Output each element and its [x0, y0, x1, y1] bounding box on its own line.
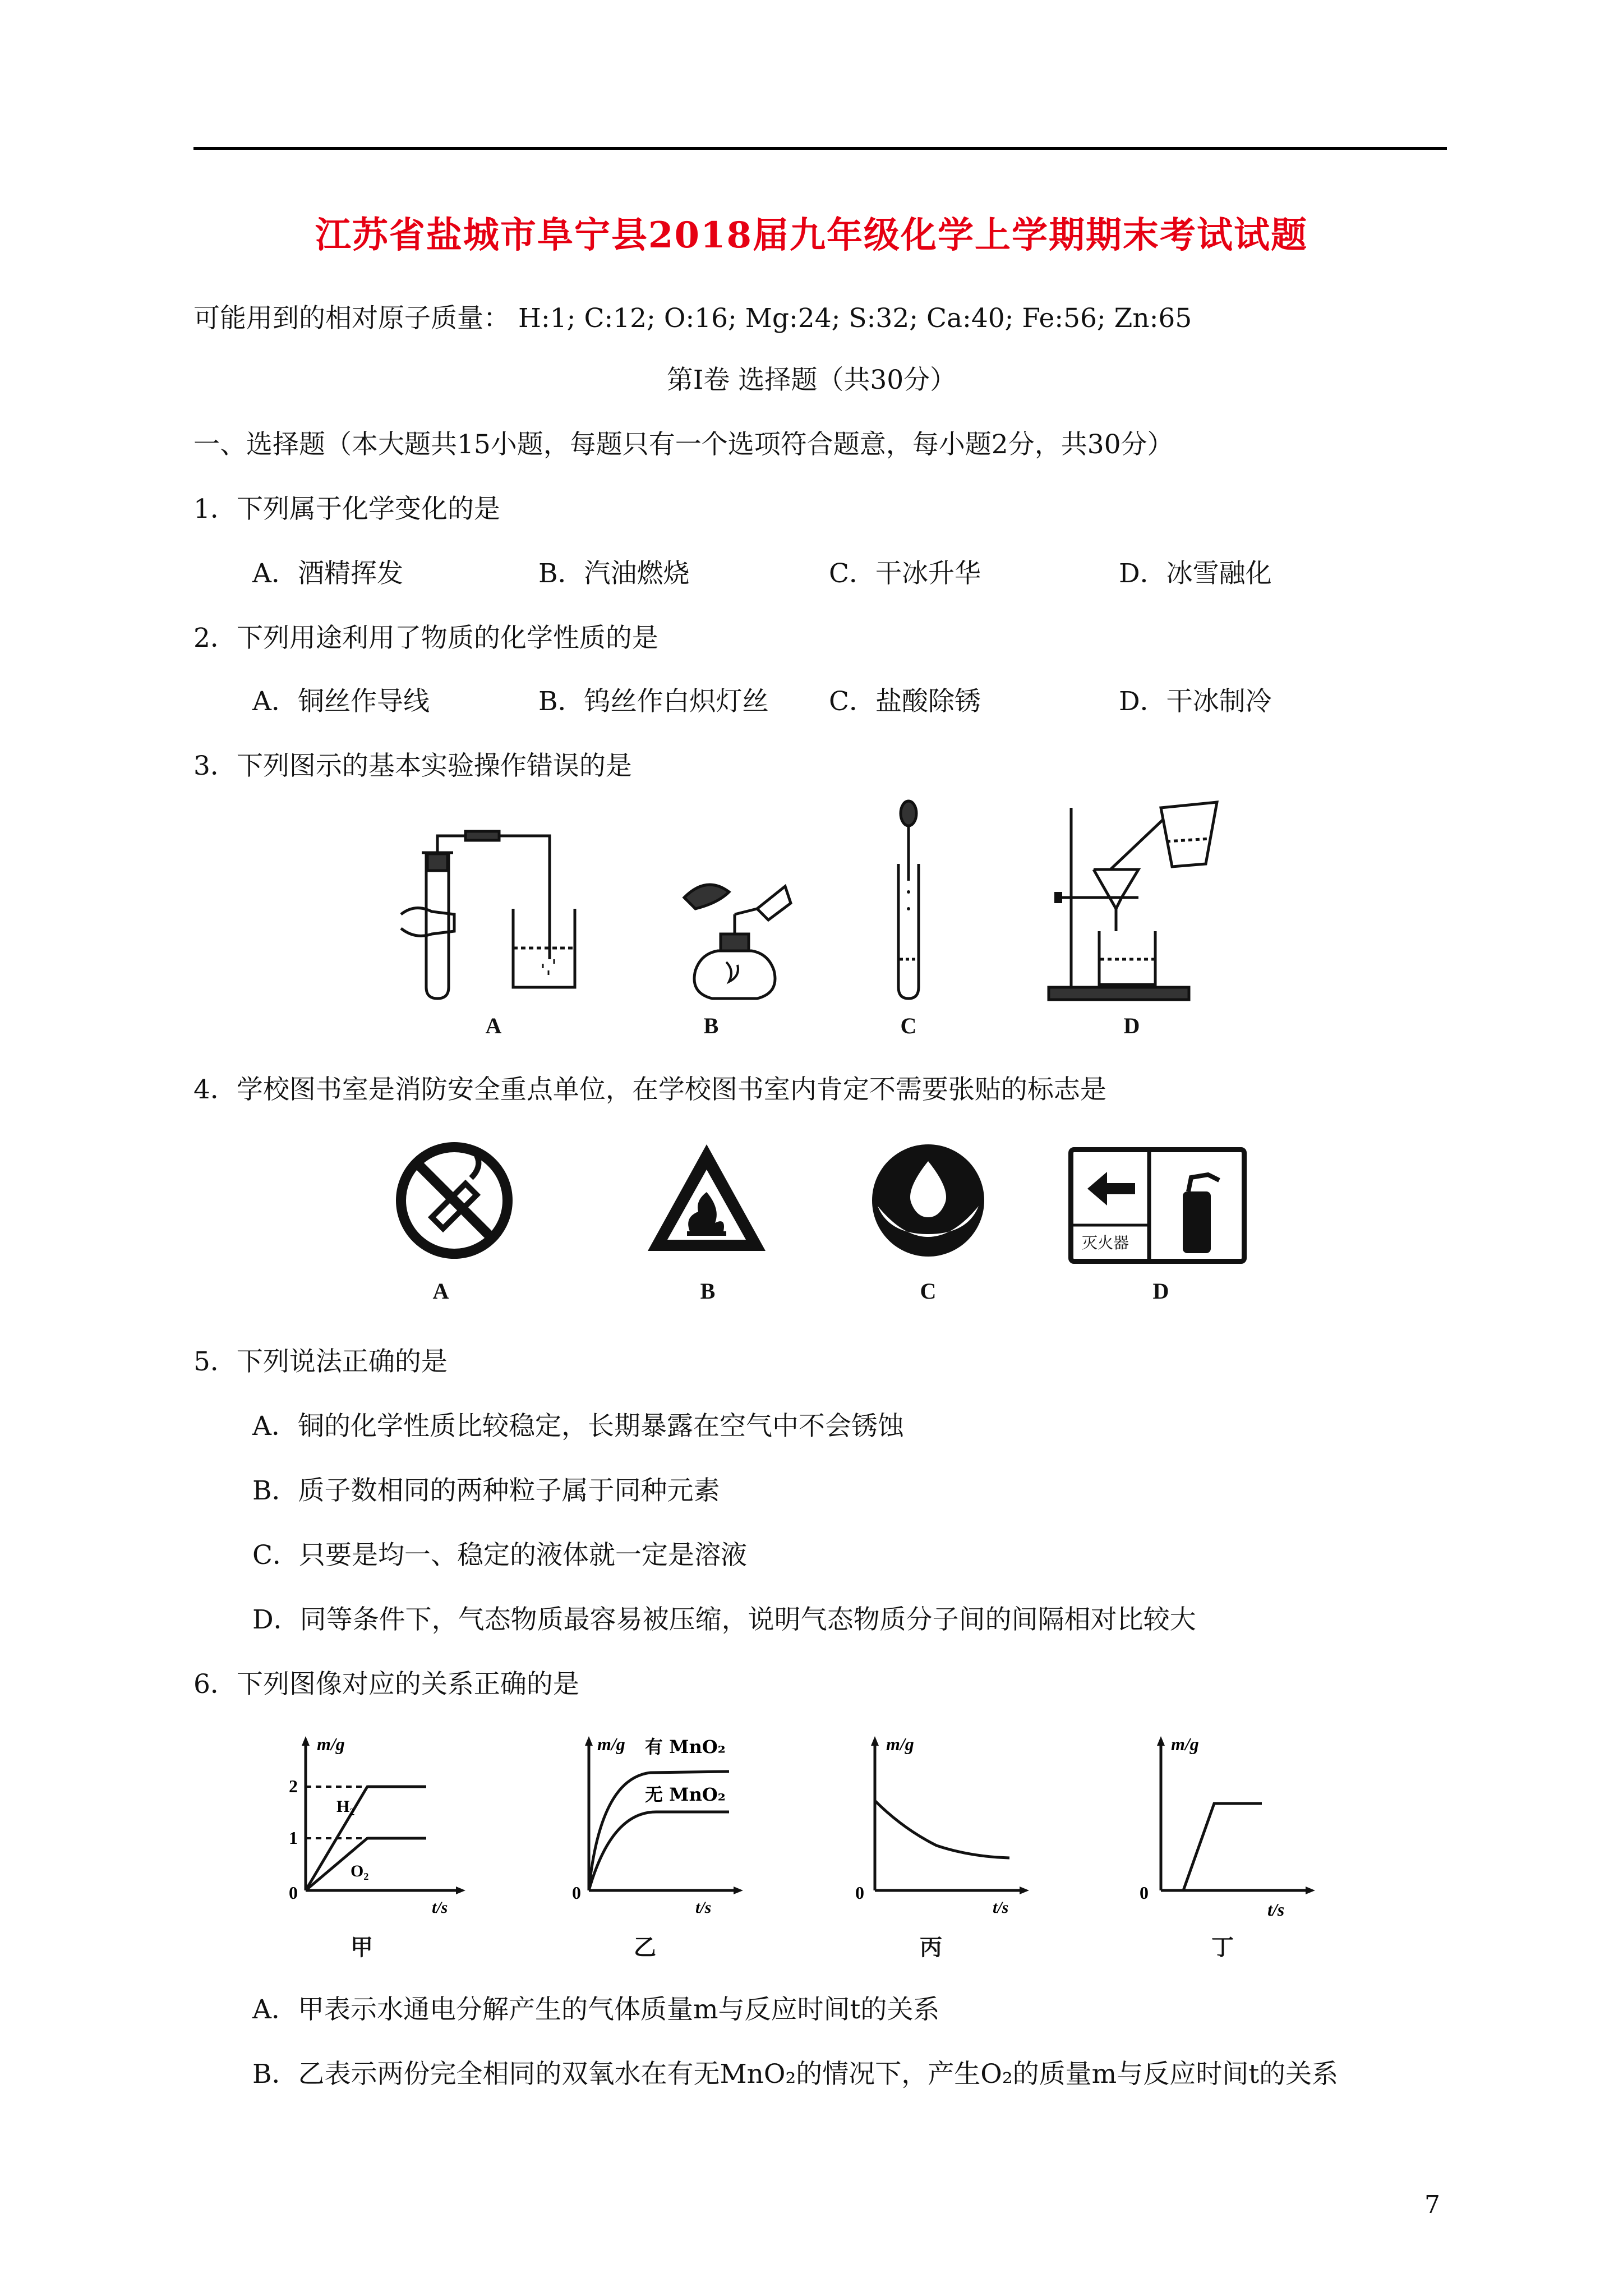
q6-yi-with-mno2: 有 MnO₂ — [645, 1736, 726, 1757]
q4-label-c: C — [920, 1278, 937, 1304]
q6-jia-o2-label: O₂ — [351, 1862, 369, 1880]
q6-jia-tick-2: 2 — [289, 1776, 298, 1796]
q1-option-d[interactable]: D．冰雪融化 — [1119, 558, 1272, 589]
q4-label-d: D — [1152, 1278, 1169, 1304]
q6-option-a[interactable]: A．甲表示水通电分解产生的气体质量m与反应时间t的关系 — [252, 1994, 940, 2025]
atomic-masses-line: 可能用到的相对原子质量： H:1; C:12; O:16; Mg:24; S:32; Ca:40; Fe:56; Zn:65 — [193, 303, 1192, 334]
q3-label-a: A — [485, 1013, 502, 1038]
q6-graph-jia — [283, 1733, 468, 1924]
q6-jia-x-label: t/s — [432, 1898, 448, 1917]
q3-figure-d-filtration — [1038, 797, 1228, 1004]
q6-graph-name-bing: 丙 — [920, 1935, 942, 1961]
question-4-stem: 4．学校图书室是消防安全重点单位，在学校图书室内肯定不需要张贴的标志是 — [193, 1074, 1106, 1105]
q2-option-b[interactable]: B．钨丝作白炽灯丝 — [538, 686, 769, 717]
q5-option-c[interactable]: C．只要是均一、稳定的液体就一定是溶液 — [252, 1540, 747, 1571]
q3-label-b: B — [703, 1013, 719, 1038]
q3-figure-a-airtightness — [393, 819, 583, 1004]
flammable-warning-sign-icon — [642, 1139, 771, 1257]
q2-option-a[interactable]: A．铜丝作导线 — [252, 686, 430, 717]
q6-bing-origin: 0 — [855, 1883, 864, 1903]
q3-label-d: D — [1123, 1013, 1140, 1038]
q6-option-b[interactable]: B．乙表示两份完全相同的双氧水在有无MnO₂的情况下，产生O₂的质量m与反应时间t的关系 — [252, 2059, 1339, 2090]
q6-jia-origin: 0 — [289, 1883, 298, 1903]
question-3-stem: 3．下列图示的基本实验操作错误的是 — [193, 751, 632, 781]
q6-jia-h2-label: H₂ — [336, 1797, 355, 1816]
fire-extinguisher-sign — [1068, 1147, 1247, 1264]
q6-graph-bing — [852, 1733, 1038, 1924]
q6-yi-y-label: m/g — [597, 1734, 625, 1754]
q5-option-a[interactable]: A．铜的化学性质比较稳定，长期暴露在空气中不会锈蚀 — [252, 1411, 904, 1442]
no-smoking-sign-icon — [393, 1139, 516, 1262]
q3-figure-b-alcohol-lamp — [673, 864, 796, 1004]
header-rule — [193, 147, 1447, 150]
section-instruction: 一、选择题（本大题共15小题，每题只有一个选项符合题意，每小题2分，共30分） — [193, 429, 1174, 460]
water-saving-sign-icon — [866, 1139, 990, 1262]
q2-option-c[interactable]: C．盐酸除锈 — [829, 686, 981, 717]
q6-bing-x-label: t/s — [993, 1898, 1009, 1917]
q6-graph-yi — [566, 1733, 757, 1924]
page-number: 7 — [1424, 2191, 1440, 2219]
q3-label-c: C — [900, 1013, 917, 1038]
page-title: 江苏省盐城市阜宁县2018届九年级化学上学期期末考试试题 — [315, 214, 1308, 256]
q6-jia-tick-1: 1 — [289, 1828, 298, 1848]
q6-graph-name-yi: 乙 — [634, 1935, 656, 1961]
q1-option-c[interactable]: C．干冰升华 — [829, 558, 981, 589]
question-6-stem: 6．下列图像对应的关系正确的是 — [193, 1669, 579, 1700]
q2-option-d[interactable]: D．干冰制冷 — [1119, 686, 1272, 717]
q6-yi-origin: 0 — [572, 1883, 581, 1903]
section-title: 第Ⅰ卷 选择题（共30分） — [666, 365, 957, 395]
q6-yi-x-label: t/s — [695, 1898, 712, 1917]
q4-label-a: A — [432, 1278, 449, 1304]
question-2-stem: 2．下列用途利用了物质的化学性质的是 — [193, 623, 658, 654]
question-5-stem: 5．下列说法正确的是 — [193, 1346, 448, 1377]
q6-graph-name-ding: 丁 — [1211, 1935, 1234, 1961]
q6-jia-y-label: m/g — [317, 1734, 345, 1754]
q5-option-d[interactable]: D．同等条件下，气态物质最容易被压缩，说明气态物质分子间的间隔相对比较大 — [252, 1604, 1196, 1635]
q6-ding-y-label: m/g — [1171, 1734, 1199, 1754]
q6-yi-without-mno2: 无 MnO₂ — [645, 1784, 726, 1805]
q6-ding-x-label: t/s — [1267, 1899, 1285, 1920]
q6-graph-ding — [1133, 1733, 1318, 1924]
q6-graph-name-jia: 甲 — [351, 1935, 373, 1961]
q1-option-a[interactable]: A．酒精挥发 — [252, 558, 403, 589]
q3-figure-c-dropper — [892, 797, 925, 1004]
q4-label-b: B — [700, 1278, 716, 1304]
question-1-stem: 1．下列属于化学变化的是 — [193, 494, 500, 524]
q6-bing-y-label: m/g — [886, 1734, 914, 1754]
extinguisher-sign-text: 灭火器 — [1082, 1234, 1129, 1252]
q5-option-b[interactable]: B．质子数相同的两种粒子属于同种元素 — [252, 1475, 720, 1506]
q6-ding-origin: 0 — [1140, 1883, 1149, 1903]
q1-option-b[interactable]: B．汽油燃烧 — [538, 558, 690, 589]
